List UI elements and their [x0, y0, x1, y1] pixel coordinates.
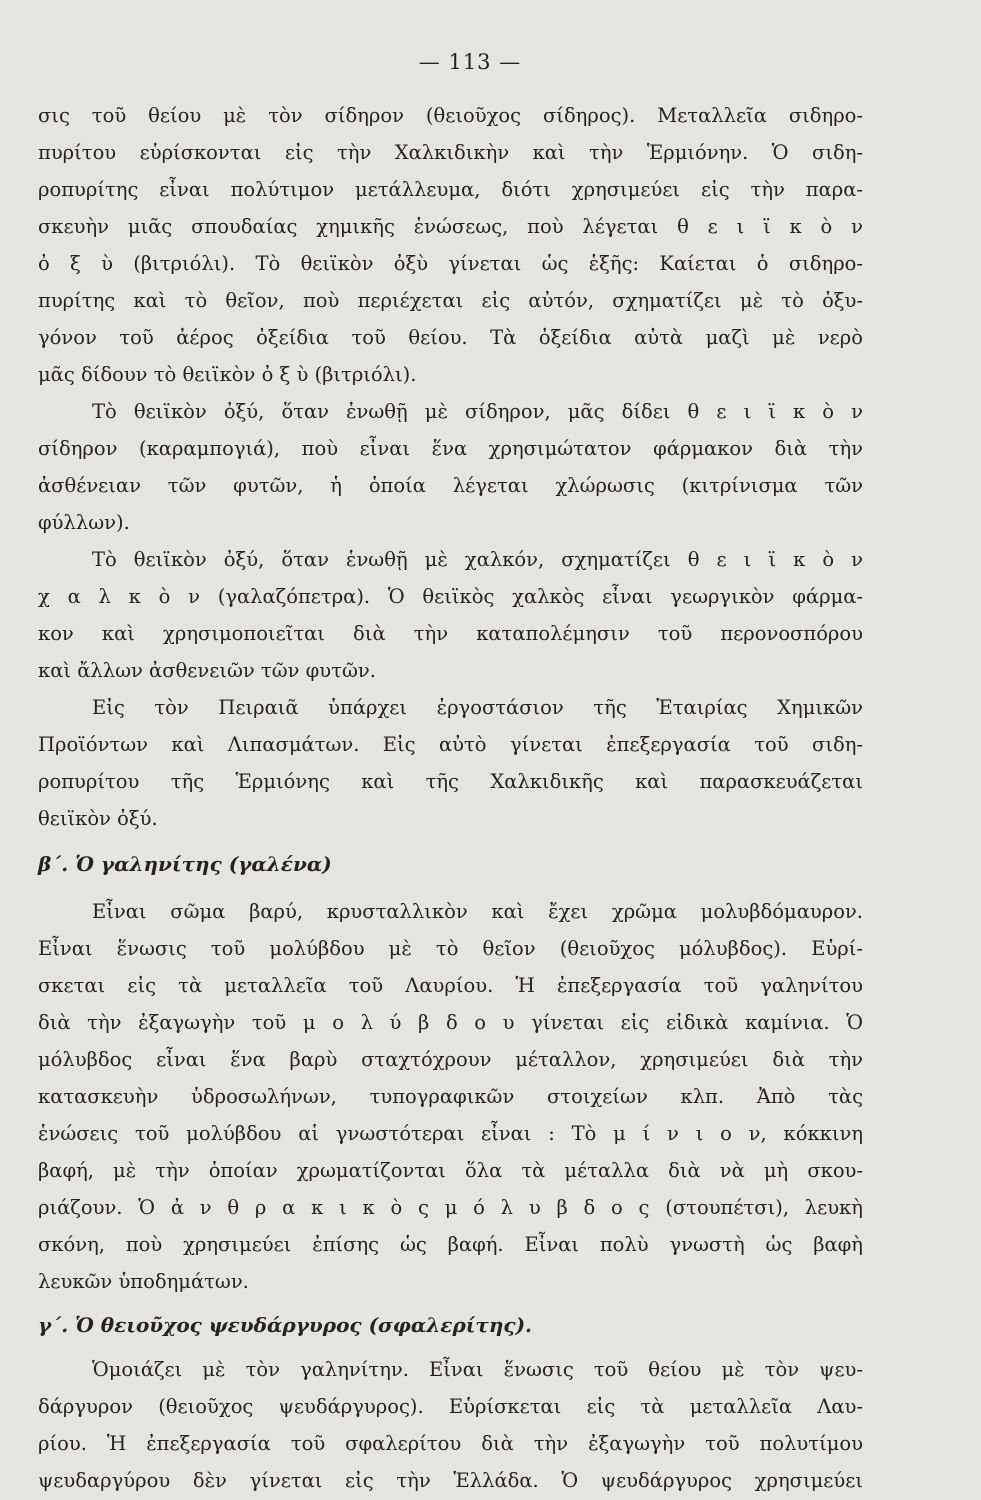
text-line: σκευὴν μιᾶς σπουδαίας χημικῆς ἑνώσεως, ποὺ λέγεται θ ε ι ϊ κ ὸ ν [38, 215, 863, 238]
text-line: Εἶναι σῶμα βαρύ, κρυσταλλικὸν καὶ ἔχει χρῶμα μολυβδόμαυρον. [92, 900, 863, 923]
text-line: ρίου. Ἡ ἐπεξεργασία τοῦ σφαλερίτου διὰ τὴν ἐξαγωγὴν τοῦ πολυτίμου [38, 1432, 863, 1455]
text-line: κον καὶ χρησιμοποιεῖται διὰ τὴν καταπολέμησιν τοῦ περονοσπόρου [38, 622, 863, 645]
text-line: δάργυρον (θειοῦχος ψευδάργυρος). Εὑρίσκεται εἰς τὰ μεταλλεῖα Λαυ- [38, 1395, 863, 1418]
text-line: σκεται εἰς τὰ μεταλλεῖα τοῦ Λαυρίου. Ἡ ἐπεξεργασία τοῦ γαληνίτου [38, 974, 863, 997]
text-line: βαφή, μὲ τὴν ὁποίαν χρωματίζονται ὅλα τὰ μέταλλα διὰ νὰ μὴ σκου- [38, 1159, 863, 1182]
text-line: Τὸ θειϊκὸν ὀξύ, ὅταν ἑνωθῇ μὲ σίδηρον, μᾶς δίδει θ ε ι ϊ κ ὸ ν [92, 400, 863, 423]
text-line: Ὁμοιάζει μὲ τὸν γαληνίτην. Εἶναι ἕνωσις τοῦ θείου μὲ τὸν ψευ- [92, 1358, 863, 1381]
text-line: πυρίτης καὶ τὸ θεῖον, ποὺ περιέχεται εἰς αὐτόν, σχηματίζει μὲ τὸ ὀξυ- [38, 289, 863, 312]
section-heading-gamma: γ΄. Ὁ θειοῦχος ψευδάργυρος (σφαλερίτης). [38, 1313, 533, 1337]
text-line: ριάζουν. Ὁ ἀ ν θ ρ α κ ι κ ὸ ς μ ό λ υ β δ ο ς (στουπέτσι), λευκὴ [38, 1196, 863, 1219]
text-line: θειϊκὸν ὀξύ. [38, 807, 158, 830]
text-line: ροπυρίτου τῆς Ἑρμιόνης καὶ τῆς Χαλκιδικῆς καὶ παρασκευάζεται [38, 770, 863, 793]
text-line: Εἶναι ἕνωσις τοῦ μολύβδου μὲ τὸ θεῖον (θειοῦχος μόλυβδος). Εὑρί- [38, 937, 863, 960]
page-number: — 113 — [418, 50, 522, 74]
text-line: ἑνώσεις τοῦ μολύβδου αἱ γνωστότεραι εἶναι : Τὸ μ ί ν ι ο ν, κόκκινη [38, 1122, 863, 1145]
text-line: ὀ ξ ὺ (βιτριόλι). Τὸ θειϊκὸν ὀξὺ γίνεται ὡς ἑξῆς: Καίεται ὁ σιδηρο- [38, 252, 863, 275]
text-line: Προϊόντων καὶ Λιπασμάτων. Εἰς αὐτὸ γίνεται ἐπεξεργασία τοῦ σιδη- [38, 733, 863, 756]
text-line: καὶ ἄλλων ἀσθενειῶν τῶν φυτῶν. [38, 659, 376, 682]
text-line: μᾶς δίδουν τὸ θειϊκὸν ὀ ξ ὺ (βιτριόλι). [38, 363, 417, 386]
text-line: γόνον τοῦ ἀέρος ὀξείδια τοῦ θείου. Τὰ ὀξείδια αὐτὰ μαζὶ μὲ νερὸ [38, 326, 863, 349]
text-line: πυρίτου εὑρίσκονται εἰς τὴν Χαλκιδικὴν καὶ τὴν Ἑρμιόνην. Ὁ σιδη- [38, 141, 863, 164]
text-line: ροπυρίτης εἶναι πολύτιμον μετάλλευμα, διότι χρησιμεύει εἰς τὴν παρα- [38, 178, 863, 201]
text-line: φύλλων). [38, 511, 130, 534]
text-line: ψευδαργύρου δὲν γίνεται εἰς τὴν Ἑλλάδα. Ὁ ψευδάργυρος χρησιμεύει [38, 1469, 863, 1492]
text-line: λευκῶν ὑποδημάτων. [38, 1270, 249, 1293]
section-heading-beta: β΄. Ὁ γαληνίτης (γαλένα) [38, 852, 332, 876]
text-line: χ α λ κ ὸ ν (γαλαζόπετρα). Ὁ θειϊκὸς χαλκὸς εἶναι γεωργικὸν φάρμα- [38, 585, 863, 608]
text-line: σίδηρον (καραμπογιά), ποὺ εἶναι ἕνα χρησιμώτατον φάρμακον διὰ τὴν [38, 437, 863, 460]
text-line: σις τοῦ θείου μὲ τὸν σίδηρον (θειοῦχος σίδηρος). Μεταλλεῖα σιδηρο- [38, 104, 863, 127]
text-line: σκόνη, ποὺ χρησιμεύει ἐπίσης ὡς βαφή. Εἶναι πολὺ γνωστὴ ὡς βαφὴ [38, 1233, 863, 1256]
text-line: διὰ τὴν ἐξαγωγὴν τοῦ μ ο λ ύ β δ ο υ γίνεται εἰς εἰδικὰ καμίνια. Ὁ [38, 1011, 863, 1034]
text-line: μόλυβδος εἶναι ἕνα βαρὺ σταχτόχρουν μέταλλον, χρησιμεύει διὰ τὴν [38, 1048, 863, 1071]
text-line: Εἰς τὸν Πειραιᾶ ὑπάρχει ἐργοστάσιον τῆς Ἑταιρίας Χημικῶν [92, 696, 863, 719]
text-line: κατασκευὴν ὑδροσωλήνων, τυπογραφικῶν στοιχείων κλπ. Ἀπὸ τὰς [38, 1085, 863, 1108]
text-line: ἀσθένειαν τῶν φυτῶν, ἡ ὁποία λέγεται χλώρωσις (κιτρίνισμα τῶν [38, 474, 863, 497]
text-line: Τὸ θειϊκὸν ὀξύ, ὅταν ἑνωθῇ μὲ χαλκόν, σχηματίζει θ ε ι ϊ κ ὸ ν [92, 548, 863, 571]
